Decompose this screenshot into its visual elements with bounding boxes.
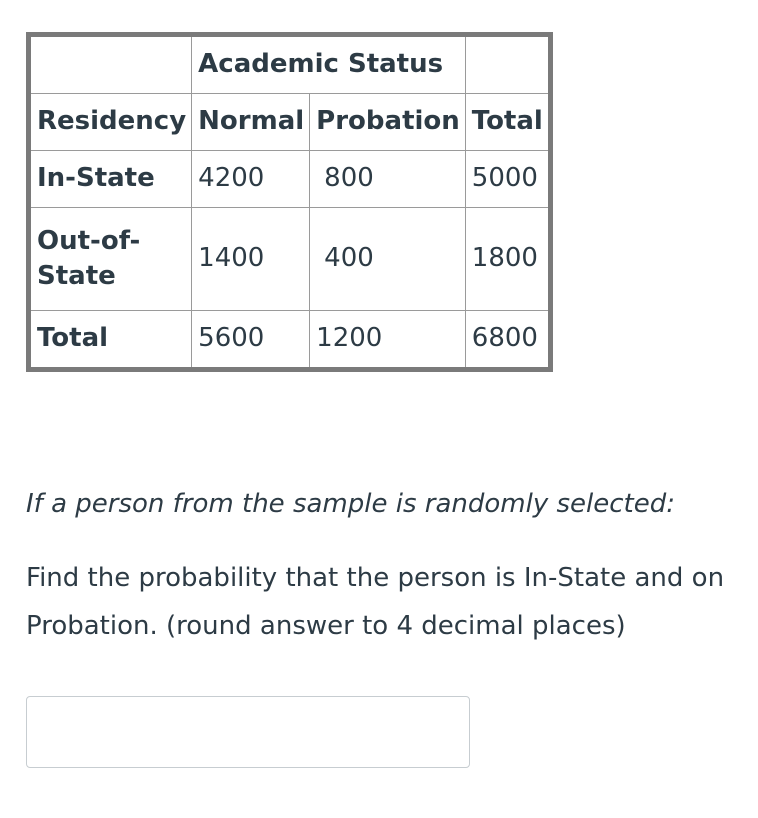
cell-in-state-probation: 800	[310, 151, 466, 208]
cell-total-total: 6800	[465, 311, 550, 370]
column-probation: Probation	[310, 94, 466, 151]
table-column-row	[29, 94, 551, 151]
table-row	[29, 208, 551, 311]
cell-out-of-state-total: 1800	[465, 208, 550, 311]
column-residency: Residency	[29, 94, 192, 151]
header-empty-right	[465, 35, 550, 94]
row-label-total: Total	[29, 311, 192, 370]
cell-in-state-normal: 4200	[192, 151, 310, 208]
cell-in-state-total: 5000	[465, 151, 550, 208]
header-empty-left	[29, 35, 192, 94]
question-prompt: Find the probability that the person is In-State and on Probation. (round answer to 4 decimal places)	[26, 563, 725, 641]
row-label-in-state: In-State	[29, 151, 192, 208]
answer-input[interactable]	[26, 696, 470, 768]
table-header-row	[29, 35, 551, 94]
cell-out-of-state-normal: 1400	[192, 208, 310, 311]
question-text	[26, 480, 746, 650]
column-total: Total	[465, 94, 550, 151]
cell-total-normal: 5600	[192, 311, 310, 370]
column-normal: Normal	[192, 94, 310, 151]
cell-out-of-state-probation: 400	[310, 208, 466, 311]
cell-total-probation: 1200	[310, 311, 466, 370]
header-academic-status: Academic Status	[192, 35, 466, 94]
question-lead: If a person from the sample is randomly selected:	[26, 489, 675, 519]
table-row	[29, 151, 551, 208]
row-label-out-of-state: Out-of-State	[29, 208, 192, 311]
contingency-table	[26, 32, 553, 372]
table-row	[29, 311, 551, 370]
